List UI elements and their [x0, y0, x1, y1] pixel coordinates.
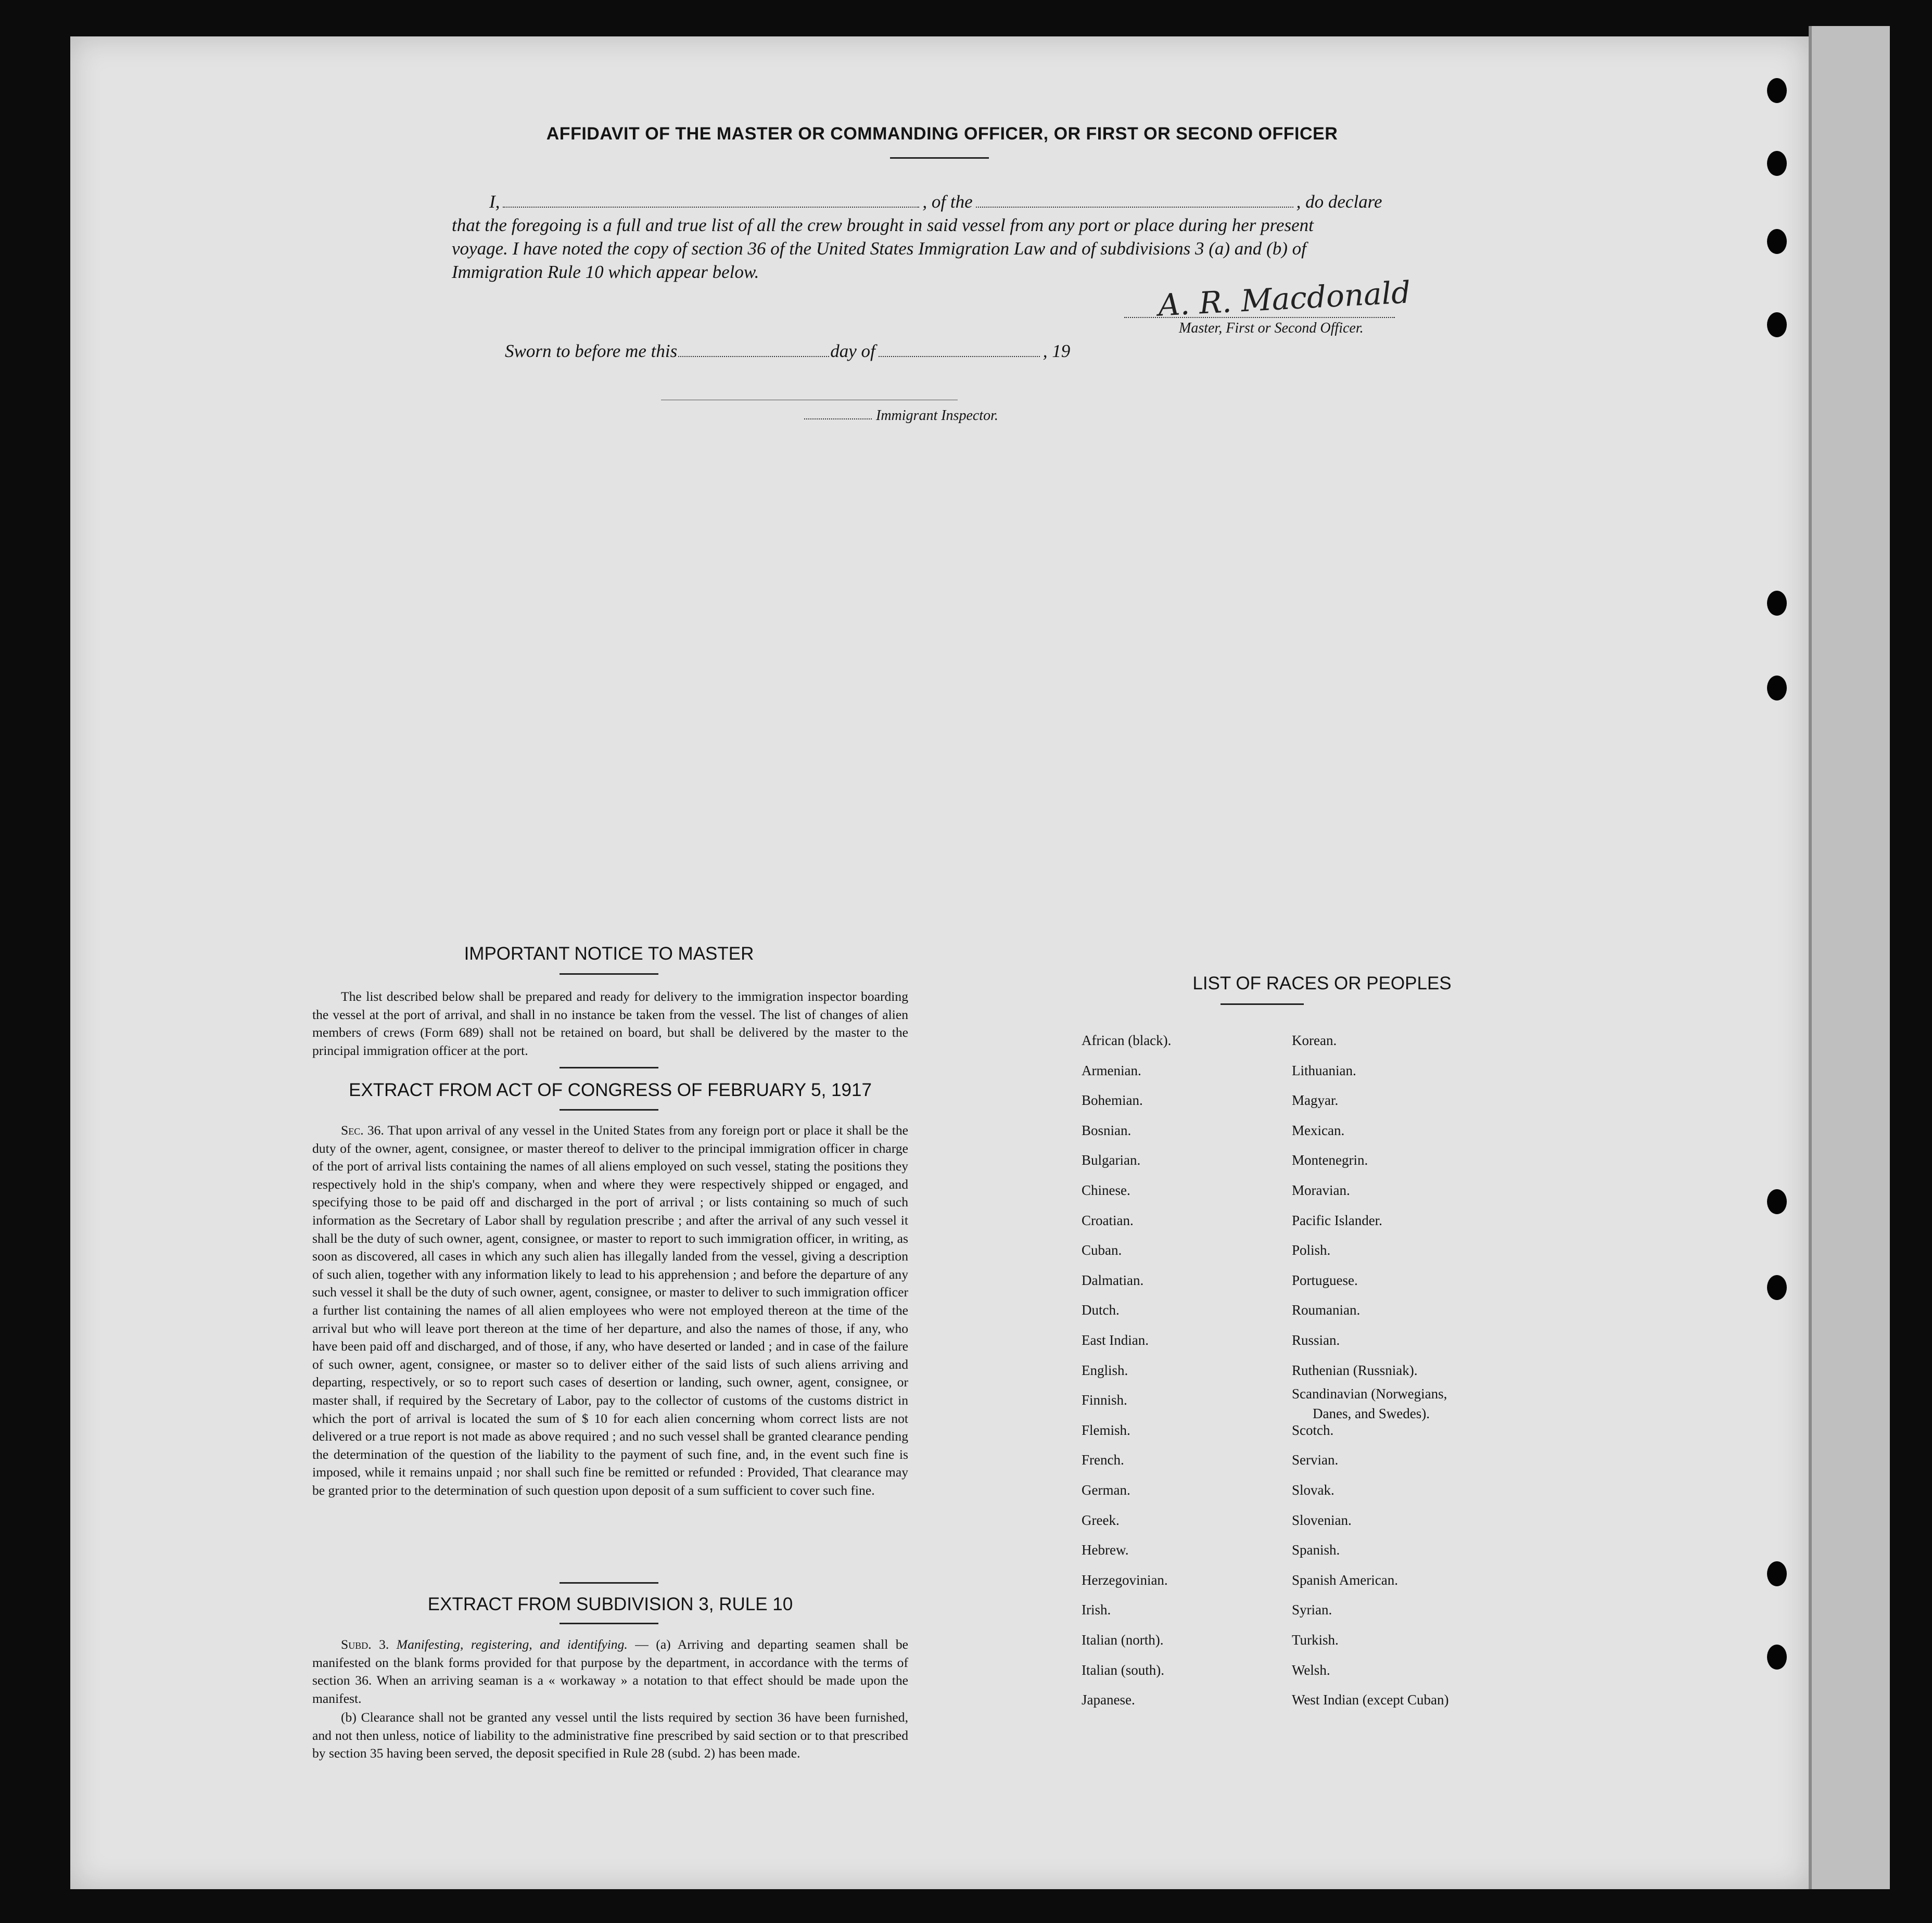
- race-item: Armenian.: [1082, 1062, 1141, 1078]
- signature-line: [1124, 315, 1395, 318]
- month-blank[interactable]: [879, 354, 1040, 357]
- rule-para-a: [312, 1636, 908, 1708]
- rule-para-b: (b) Clearance shall not be granted any vessel until the lists required by section 36 have been furnished, and not then unless, notice of liability to the administrative fine prescribed by said section or to that prescribed by section 35 having been served, the deposit specified in Rule 28 (subd. 2) has been made.: [312, 1710, 908, 1761]
- binder-hole: [1767, 591, 1787, 616]
- race-item: Scotch.: [1292, 1422, 1334, 1438]
- day-of-label: day of: [830, 341, 875, 361]
- sworn-line: [505, 341, 1070, 362]
- race-item: Servian.: [1292, 1452, 1339, 1468]
- binder-hole: [1767, 1561, 1787, 1586]
- race-item: Flemish.: [1082, 1422, 1130, 1438]
- race-item: Finnish.: [1082, 1392, 1127, 1408]
- declare-label: , do declare: [1296, 192, 1382, 212]
- race-item: Dalmatian.: [1082, 1272, 1144, 1288]
- affiant-i: I,: [489, 192, 500, 212]
- binder-hole: [1767, 1189, 1787, 1214]
- race-item: Hebrew.: [1082, 1542, 1129, 1558]
- binder-hole: [1767, 229, 1787, 254]
- race-item: Montenegrin.: [1292, 1152, 1368, 1168]
- race-item: Pacific Islander.: [1292, 1212, 1382, 1228]
- race-item: Bohemian.: [1082, 1092, 1143, 1109]
- race-item: Magyar.: [1292, 1092, 1339, 1109]
- race-item: English.: [1082, 1362, 1128, 1378]
- underlying-page-edge: [1809, 26, 1890, 1889]
- race-item: Italian (south).: [1082, 1662, 1164, 1678]
- section-label: Sec. 36.: [341, 1123, 384, 1138]
- binder-hole: [1767, 78, 1787, 103]
- inspector-dots: [804, 416, 872, 419]
- notice-text: The list described below shall be prepared and ready for delivery to the immigration inspector boarding the vessel at the port of arrival, and shall in no instance be taken from the vessel. The list of changes of alien members of crews (Form 689) shall not be retained on board, but shall be delivered by the master to the principal immigration officer at the port.: [312, 989, 908, 1058]
- binder-hole: [1767, 1275, 1787, 1300]
- race-item: Slovenian.: [1292, 1512, 1352, 1528]
- binder-hole: [1767, 676, 1787, 701]
- subd-label: Subd. 3.: [341, 1637, 389, 1652]
- race-item: Danes, and Swedes).: [1313, 1406, 1430, 1422]
- subd-heading: Manifesting, registering, and identifying.: [396, 1637, 628, 1652]
- race-item: Syrian.: [1292, 1602, 1332, 1618]
- vessel-blank[interactable]: [976, 205, 1293, 208]
- sworn-label: Sworn to before me this: [505, 341, 678, 361]
- race-item: Chinese.: [1082, 1182, 1130, 1198]
- race-item: African (black).: [1082, 1033, 1172, 1048]
- binder-hole: [1767, 312, 1787, 337]
- signer-title: Master, First or Second Officer.: [1179, 320, 1364, 336]
- race-item: Scandinavian (Norwegians,: [1292, 1386, 1447, 1402]
- race-item: Spanish American.: [1292, 1572, 1398, 1588]
- race-item: Irish.: [1082, 1602, 1111, 1618]
- act-title: EXTRACT FROM ACT OF CONGRESS OF FEBRUARY 5, 1917: [349, 1080, 872, 1100]
- binder-hole: [1767, 1645, 1787, 1670]
- race-item: Polish.: [1292, 1242, 1331, 1258]
- race-item: West Indian (except Cuban): [1292, 1692, 1449, 1708]
- affidavit-line-2: that the foregoing is a full and true list of all the crew brought in said vessel from any port or place during her present: [452, 215, 1314, 235]
- race-item: German.: [1082, 1482, 1130, 1498]
- affidavit-title: AFFIDAVIT OF THE MASTER OR COMMANDING OFFICER, OR FIRST OR SECOND OFFICER: [546, 124, 1338, 144]
- race-item: Welsh.: [1292, 1662, 1330, 1678]
- race-item: Bulgarian.: [1082, 1152, 1141, 1168]
- race-item: Cuban.: [1082, 1242, 1122, 1258]
- day-blank[interactable]: [678, 354, 829, 357]
- inspector-caption: Immigrant Inspector.: [876, 407, 998, 424]
- race-item: Greek.: [1082, 1512, 1120, 1528]
- of-the-label: , of the: [922, 192, 973, 212]
- affidavit-line-1: [489, 192, 1382, 212]
- race-item: Portuguese.: [1292, 1272, 1358, 1288]
- race-item: Japanese.: [1082, 1692, 1135, 1708]
- race-item: Herzegovinian.: [1082, 1572, 1168, 1588]
- race-item: Lithuanian.: [1292, 1062, 1356, 1078]
- subd-text-a: — (a) Arriving and departing seamen shall be manifested on the blank forms provided for that purpose by the department, in accordance with the terms of section 36. When an arriving seaman is a « workaway » a notation to that effect should be made upon the manifest.: [312, 1637, 908, 1706]
- act-end-divider: [560, 1582, 658, 1584]
- name-blank[interactable]: [503, 205, 919, 208]
- race-item: Slovak.: [1292, 1482, 1334, 1498]
- rule-divider: [560, 1623, 658, 1624]
- races-divider: [1221, 1003, 1304, 1005]
- title-divider: [890, 157, 989, 159]
- act-text: [312, 1122, 908, 1499]
- race-item: Italian (north).: [1082, 1632, 1164, 1648]
- race-item: Moravian.: [1292, 1182, 1350, 1198]
- race-item: French.: [1082, 1452, 1124, 1468]
- affidavit-line-3: voyage. I have noted the copy of section 36 of the United States Immigration Law and of subdivisions 3 (a) and (b) of: [452, 238, 1306, 259]
- binder-hole: [1767, 151, 1787, 176]
- race-item: Turkish.: [1292, 1632, 1339, 1648]
- notice-end-divider: [560, 1067, 658, 1068]
- notice-title: IMPORTANT NOTICE TO MASTER: [464, 944, 754, 964]
- race-item: Russian.: [1292, 1332, 1340, 1348]
- races-title: LIST OF RACES OR PEOPLES: [1192, 973, 1452, 994]
- race-item: Croatian.: [1082, 1212, 1134, 1228]
- notice-divider: [560, 973, 658, 975]
- race-item: Mexican.: [1292, 1122, 1345, 1138]
- section-36-text: That upon arrival of any vessel in the United States from any foreign port or place it shall be the duty of the owner, agent, consignee, or master thereof to deliver to the principal immigration officer in charge of the port of arrival lists containing the names of all aliens employed on such vessel, stating the positions they respectively hold in the ship's company, when and where they were respectively shipped or engaged, and specifying those to be paid off and discharged in the port of arrival ; or lists containing so much of such information as the Secretary of Labor shall by regulation prescribe ; and after the arrival of any such vessel it shall be the duty of such owner, agent, consignee, or master to report to such immigration officer, in writing, as soon as discovered, all cases in which any such alien has illegally landed from the vessel, giving a description of such alien, together with any information likely to lead to his apprehension ; and before the departure of any such vessel it shall be the duty of such owner, agent, consignee, or master to deliver to such immigration officer a further list containing the names of all alien employees who were not employed thereon at the time of the arrival but who will leave port thereon at the time of her departure, and also the names of those, if any, who have been paid off and discharged, and of those, if any, who have deserted or landed ; and in case of the failure of such owner, agent, consignee, or master so to deliver either of the said lists of such aliens arriving and departing, respectively, or so to report such cases of desertion or landing, such owner, agent, consignee, or master shall, if required by the Secretary of Labor, pay to the collector of customs of the customs district in which the port of arrival is located the sum of $ 10 for each alien concerning whom correct lists are not delivered or a true report is not made as above required ; and no such vessel shall be granted clearance pending the determination of the question of the liability to the payment of such fine, and, in the event such fine is imposed, while it remains unpaid ; nor shall such fine be remitted or refunded : Provided, That clearance may be granted prior to the determination of such question upon deposit of a sum sufficient to cover such fine.: [312, 1123, 908, 1498]
- race-item: East Indian.: [1082, 1332, 1149, 1348]
- race-item: Bosnian.: [1082, 1122, 1132, 1138]
- race-item: Ruthenian (Russniak).: [1292, 1362, 1418, 1378]
- rule-title: EXTRACT FROM SUBDIVISION 3, RULE 10: [427, 1594, 793, 1614]
- master-signature: A. R. Macdonald: [1157, 274, 1412, 323]
- act-divider: [560, 1109, 658, 1111]
- year-label: , 19: [1043, 341, 1071, 361]
- race-item: Spanish.: [1292, 1542, 1340, 1558]
- race-item: Roumanian.: [1292, 1302, 1361, 1318]
- race-item: Korean.: [1292, 1033, 1337, 1048]
- affidavit-line-4: Immigration Rule 10 which appear below.: [452, 262, 759, 282]
- race-item: Dutch.: [1082, 1302, 1120, 1318]
